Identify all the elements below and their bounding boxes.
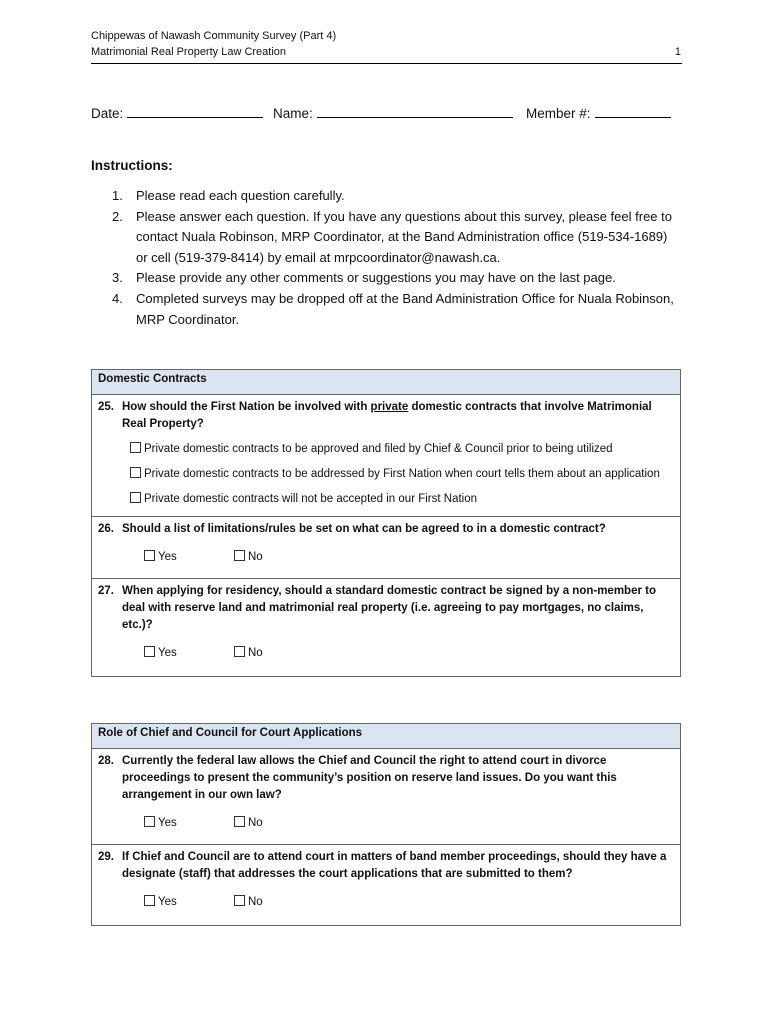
question-28 xyxy=(92,749,680,804)
member-label: Member #: xyxy=(526,106,591,121)
checkbox[interactable] xyxy=(130,467,141,478)
page-header xyxy=(91,28,681,60)
date-field[interactable] xyxy=(127,103,263,118)
yes-no-options xyxy=(92,883,680,925)
checkbox[interactable] xyxy=(144,646,155,657)
checkbox[interactable] xyxy=(144,816,155,827)
question-emphasis: private xyxy=(370,401,409,413)
question-number: 27. xyxy=(98,585,114,597)
header-divider xyxy=(91,63,682,64)
question-text: Currently the federal law allows the Chief and Council the right to attend court in divorce proceedings to present the community’s position on reserve land issues. Do you want this arrangement in our own law? xyxy=(122,755,617,801)
name-field-group xyxy=(273,103,513,121)
yes-label: Yes xyxy=(158,817,177,829)
checkbox[interactable] xyxy=(234,895,245,906)
question-text: If Chief and Council are to attend court in matters of band member proceedings, should they have a designate (staff) that addresses the court applications that are submitted to them? xyxy=(122,851,667,880)
name-field[interactable] xyxy=(317,103,513,118)
survey-subtitle: Matrimonial Real Property Law Creation xyxy=(91,46,287,58)
instruction-text: Please read each question carefully. xyxy=(136,188,345,203)
checkbox[interactable] xyxy=(130,492,141,503)
question-26-cell xyxy=(92,517,681,579)
yes-label: Yes xyxy=(158,896,177,908)
yes-no-options xyxy=(92,804,680,844)
question-25-options xyxy=(92,433,680,516)
question-25-cell xyxy=(92,395,681,517)
checkbox[interactable] xyxy=(130,442,141,453)
no-option xyxy=(234,895,324,908)
instruction-text: Please answer each question. If you have any questions about this survey, please feel free to contact Nuala Robinson, MRP Coordinator, at the Band Administration office (519-534-1689) or cell (519-379-8414) by email at mrpcoordinator@nawash.ca. xyxy=(136,208,672,265)
instruction-item xyxy=(91,186,681,207)
question-number: 26. xyxy=(98,523,114,535)
section-domestic-contracts xyxy=(91,369,681,677)
yes-option xyxy=(144,895,234,908)
no-label: No xyxy=(248,896,263,908)
option-approved-by-council xyxy=(130,441,672,458)
section-chief-council-court xyxy=(91,723,681,926)
checkbox[interactable] xyxy=(144,550,155,561)
question-27 xyxy=(92,579,680,634)
yes-option xyxy=(144,550,234,563)
no-option xyxy=(234,550,324,563)
question-number: 29. xyxy=(98,851,114,863)
date-field-group xyxy=(91,103,263,121)
question-27-cell xyxy=(92,579,681,677)
instruction-item xyxy=(91,268,681,289)
option-addressed-when-court-tells xyxy=(130,466,672,483)
question-text: Should a list of limitations/rules be set on what can be agreed to in a domestic contract? xyxy=(122,523,606,535)
option-label: Private domestic contracts to be addressed by First Nation when court tells them about an application xyxy=(144,468,660,480)
instruction-number: 4. xyxy=(112,290,123,306)
checkbox[interactable] xyxy=(144,895,155,906)
checkbox[interactable] xyxy=(234,550,245,561)
instruction-number: 1. xyxy=(112,188,123,203)
yes-no-options xyxy=(92,538,680,578)
yes-option xyxy=(144,646,234,659)
question-25 xyxy=(92,395,680,433)
instruction-text: Completed surveys may be dropped off at the Band Administration Office for Nuala Robinson, MRP Coordinator. xyxy=(136,290,674,327)
member-field-group xyxy=(526,103,671,121)
section-title: Domestic Contracts xyxy=(92,370,681,395)
question-text: When applying for residency, should a standard domestic contract be signed by a non-member to deal with reserve land and matrimonial real property (i.e. agreeing to pay mortgages, no claims, etc.)? xyxy=(122,585,656,631)
no-label: No xyxy=(248,817,263,829)
question-28-cell xyxy=(92,749,681,845)
question-29-cell xyxy=(92,845,681,926)
instruction-item xyxy=(91,207,681,269)
question-text: How should the First Nation be involved with xyxy=(122,401,371,413)
yes-no-options xyxy=(92,634,680,676)
question-number: 25. xyxy=(98,401,114,413)
instruction-item xyxy=(91,289,681,330)
yes-label: Yes xyxy=(158,647,177,659)
question-26 xyxy=(92,517,680,538)
survey-title: Chippewas of Nawash Community Survey (Part 4) xyxy=(91,30,337,42)
instructions-list xyxy=(91,186,681,330)
name-label: Name: xyxy=(273,106,313,121)
page-number: 1 xyxy=(674,46,681,58)
checkbox[interactable] xyxy=(234,816,245,827)
question-text: domestic contracts that involve Matrimonial Real Property? xyxy=(122,401,652,430)
yes-label: Yes xyxy=(158,551,177,563)
option-label: Private domestic contracts to be approved and filed by Chief & Council prior to being utilized xyxy=(144,443,613,455)
no-label: No xyxy=(248,551,263,563)
instruction-number: 3. xyxy=(112,270,123,286)
question-29 xyxy=(92,845,680,883)
checkbox[interactable] xyxy=(234,646,245,657)
section-title: Role of Chief and Council for Court Applications xyxy=(92,724,681,749)
no-label: No xyxy=(248,647,263,659)
option-label: Private domestic contracts will not be accepted in our First Nation xyxy=(144,493,478,505)
instruction-text: Please provide any other comments or suggestions you may have on the last page. xyxy=(136,270,616,286)
yes-option xyxy=(144,816,234,829)
question-number: 28. xyxy=(98,755,114,767)
no-option xyxy=(234,646,324,659)
instruction-number: 2. xyxy=(112,208,123,224)
date-label: Date: xyxy=(91,106,124,121)
member-number-field[interactable] xyxy=(595,103,671,118)
option-not-accepted xyxy=(130,491,672,508)
no-option xyxy=(234,816,324,829)
instructions-title: Instructions: xyxy=(91,158,173,173)
